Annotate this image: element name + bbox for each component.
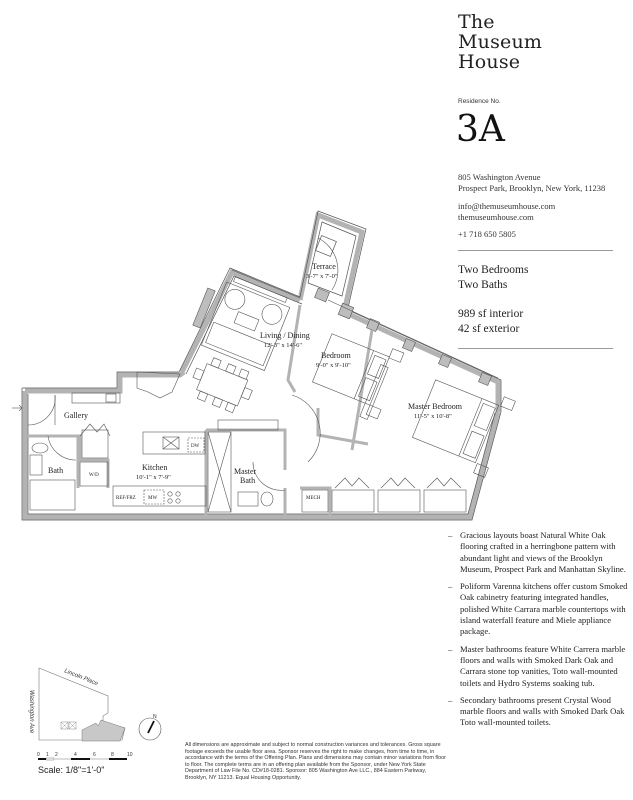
unit-summary-rooms bbox=[458, 263, 528, 293]
address-city: Prospect Park, Brooklyn, New York, 11238 bbox=[458, 183, 606, 193]
fixture-mech: MECH bbox=[306, 496, 321, 501]
label-text: 4 bbox=[74, 752, 77, 758]
feature-item: – Poliform Varenna kitchens offer custom Smoked Oak cabinetry featuring integrated handles, polished White Carrara marble countertops with island waterfall feature and Miele appliance package. bbox=[448, 581, 628, 637]
brand-logo bbox=[458, 12, 542, 72]
contact-website[interactable]: themuseumhouse.com bbox=[458, 212, 534, 222]
brand-line-3: House bbox=[458, 51, 521, 73]
room-dims-master-bedroom: 11'-5" x 10'-8" bbox=[414, 413, 452, 420]
residence-label: Residence No. bbox=[458, 98, 501, 105]
room-labels bbox=[48, 262, 463, 501]
divider-bottom bbox=[458, 348, 613, 349]
interior-area: 989 sf interior bbox=[458, 308, 524, 320]
features-list bbox=[448, 530, 628, 735]
window-mullions bbox=[193, 288, 492, 386]
fixture-mw: MW bbox=[148, 496, 158, 501]
room-dims-living: 12'-3" x 14'-6" bbox=[264, 342, 302, 349]
room-label-living: Living / Dining bbox=[260, 331, 310, 340]
residence-number: 3A bbox=[456, 109, 505, 150]
feature-item: – Gracious layouts boast Natural White Oak flooring crafted in a herringbone pattern with abundant light and views of the Brooklyn Museum, Prospect Park and Manhattan Skyline. bbox=[448, 530, 626, 574]
exterior-area: 42 sf exterior bbox=[458, 323, 520, 335]
fixture-dw: DW bbox=[191, 444, 200, 449]
scale-label: Scale: 1/8"=1'-0" bbox=[38, 765, 105, 775]
legal-disclaimer: All dimensions are approximate and subject to normal construction variances and tolerances. Gross square footage exceeds the usable floor area. Sponsor reserves the right to make changes, from time to time, in accordance with the terms of the Offering Plan. Plans and dimensions may contain minor variations from floor to floor. The complete terms are in an offering plan available from the Sponsor, under New York State Department of Law File No. CD#18-0281. Sponsor: 805 Washington Ave LLC., 884 Eastern Parkway, Brooklyn, NY 11213. Equal Housing Opportunity. bbox=[185, 742, 446, 781]
address-street: 805 Washington Avenue bbox=[458, 172, 541, 182]
label-text: 0 bbox=[37, 752, 40, 758]
divider-top bbox=[458, 250, 613, 251]
feature-item: – Master bathrooms feature White Carrera marble floors and walls with Smoked Dark Oak and Carrara stone top vanities, Toto wall-mounted toilets and Hydro Systems soaking tub. bbox=[448, 643, 626, 688]
room-dims-kitchen: 10'-1" x 7'-9" bbox=[136, 474, 171, 481]
contact-phone[interactable]: +1 718 650 5805 bbox=[458, 229, 516, 239]
contact-block bbox=[458, 201, 555, 223]
room-dims-bedroom: 9'-0" x 9'-10" bbox=[316, 362, 351, 369]
label-text: 1 bbox=[46, 752, 49, 758]
exterior-walls bbox=[25, 215, 498, 517]
baths-count: Two Baths bbox=[458, 279, 508, 291]
key-street-lincoln: Lincoln Place bbox=[63, 668, 99, 688]
fixture-wd: W/D bbox=[89, 473, 99, 478]
room-label-bedroom: Bedroom bbox=[321, 351, 351, 360]
room-label-master-bath-1: Master bbox=[234, 467, 257, 476]
room-label-kitchen: Kitchen bbox=[142, 463, 168, 472]
key-plan bbox=[28, 668, 161, 760]
contact-email[interactable]: info@themuseumhouse.com bbox=[458, 201, 556, 211]
feature-item: – Secondary bathrooms present Crystal Wood marble floors and walls with Smoked Dark Oak Toto wall-mounted toilets. bbox=[448, 694, 625, 728]
room-label-master-bedroom: Master Bedroom bbox=[408, 402, 462, 411]
label-text: 10 bbox=[127, 752, 133, 758]
room-label-master-bath-2: Bath bbox=[240, 476, 256, 485]
address-block bbox=[458, 172, 605, 194]
bedrooms-count: Two Bedrooms bbox=[458, 264, 529, 276]
brand-line-2: Museum bbox=[458, 31, 543, 53]
brand-line-1: The bbox=[458, 11, 495, 33]
scale-bar bbox=[37, 752, 133, 760]
key-street-washington: Washington Ave bbox=[28, 690, 34, 734]
fixture-ref: REF/FRZ bbox=[116, 496, 136, 501]
room-label-terrace: Terrace bbox=[312, 262, 336, 271]
label-text: 8 bbox=[111, 752, 114, 758]
label-text: 2 bbox=[55, 752, 58, 758]
label-text: 6 bbox=[93, 752, 96, 758]
room-label-bath: Bath bbox=[48, 466, 64, 475]
compass-north: N bbox=[153, 714, 157, 720]
room-label-gallery: Gallery bbox=[64, 411, 88, 420]
room-dims-terrace: 3'-7" x 7'-0" bbox=[306, 273, 338, 280]
unit-summary-area bbox=[458, 307, 523, 337]
